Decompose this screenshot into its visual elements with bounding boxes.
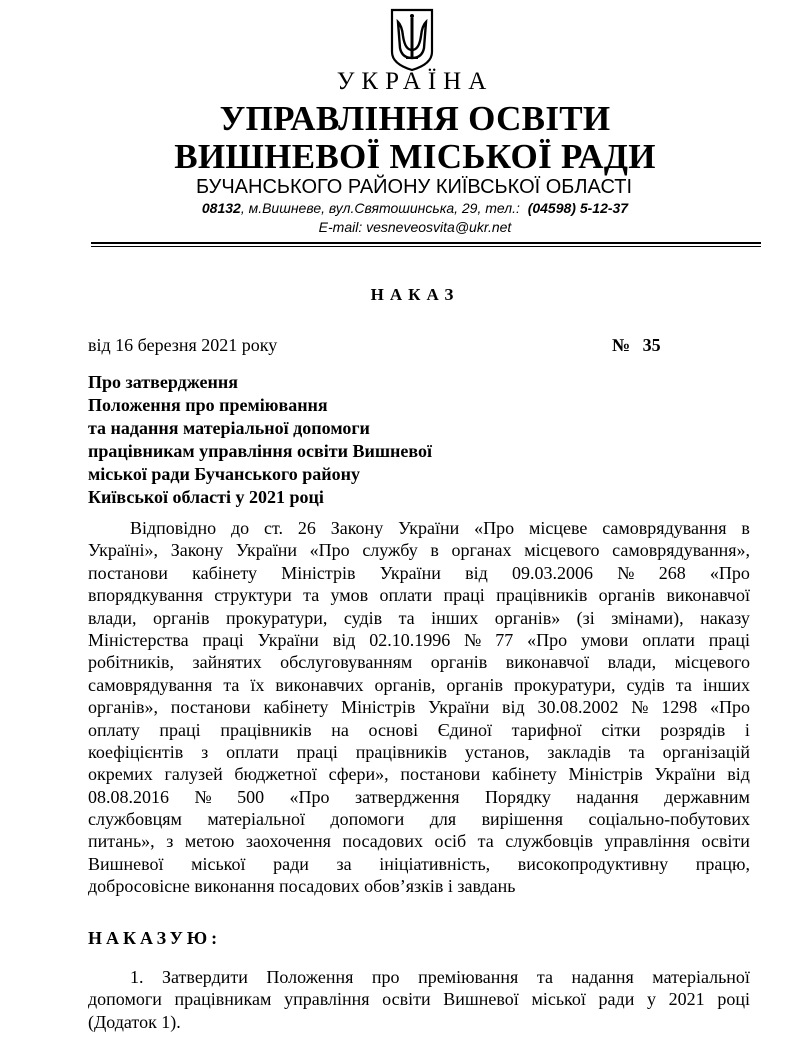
header-divider-thick bbox=[91, 242, 761, 244]
email-line: E-mail: vesneveosvita@ukr.net bbox=[318, 219, 512, 235]
trident-emblem-icon bbox=[388, 6, 436, 72]
subject-line: Київської області у 2021 році bbox=[88, 487, 324, 507]
text-line: 1. Затвердити Положення про преміювання та надання матеріальної bbox=[130, 967, 750, 987]
address-postcode: 08132 bbox=[201, 200, 241, 216]
address-text: , м.Вишневе, вул.Святошинська, 29, тел.: bbox=[240, 200, 520, 216]
text-line: (Додаток 1). bbox=[88, 1011, 181, 1032]
subject-line: Про затвердження bbox=[88, 372, 238, 392]
subject-line: міської ради Бучанського району bbox=[88, 464, 360, 484]
order-number: № 35 bbox=[612, 335, 661, 355]
district-name: БУЧАНСЬКОГО РАЙОНУ КИЇВСЬКОЇ ОБЛАСТІ bbox=[195, 176, 632, 198]
text-line: Відповідно до ст. 26 Закону України «Про місцеве самоврядування в bbox=[130, 518, 750, 538]
country-name: УКРАЇНА bbox=[336, 68, 494, 95]
decree-heading: НАКАЗУЮ: bbox=[88, 928, 222, 948]
subject-line: працівникам управління освіти Вишневої bbox=[88, 441, 432, 461]
decree-item-1 bbox=[88, 966, 750, 1033]
organization-name-line-1: УПРАВЛІННЯ ОСВІТИ bbox=[219, 99, 611, 138]
text-line: органів», постанови кабінету Міністрів України від 30.08.2002 № 1298 «Про bbox=[88, 697, 750, 718]
subject-line: та надання матеріальної допомоги bbox=[88, 418, 370, 438]
text-line: самоврядування та їх виконавчих органів, органів прокуратури, судів та інших bbox=[88, 674, 750, 695]
text-line: оплату праці працівників на основі Єдиної тарифної сітки розрядів і bbox=[88, 719, 750, 740]
preamble-paragraph bbox=[88, 517, 750, 898]
text-line: Вишневої міської ради за ініціативність, високопродуктивну працю, bbox=[88, 853, 750, 874]
address-line bbox=[0, 200, 800, 216]
text-line: добросовісне виконання посадових обов’язків і завдань bbox=[88, 876, 516, 897]
text-line: впорядкування структури та умов оплати праці працівників органів виконавчої bbox=[88, 585, 750, 606]
text-line: Україні», Закону України «Про службу в органах місцевого самоврядування», bbox=[88, 540, 750, 561]
text-line: окремих галузей бюджетної сфери», постанови кабінету Міністрів України від bbox=[88, 764, 750, 785]
text-line: питань», з метою заохочення посадових осіб та службовців управління освіти bbox=[88, 831, 750, 852]
text-line: постанови кабінету Міністрів України від 09.03.2006 № 268 «Про bbox=[88, 562, 750, 583]
subject-line: Положення про преміювання bbox=[88, 395, 328, 415]
text-line: робітників, зайнятих обслуговуванням органів виконавчої влади, місцевого bbox=[88, 652, 750, 673]
header-divider-thin bbox=[91, 246, 761, 247]
order-date: від 16 березня 2021 року bbox=[88, 335, 278, 355]
order-title: НАКАЗ bbox=[370, 285, 460, 304]
address-phone: (04598) 5-12-37 bbox=[527, 200, 629, 216]
text-line: допомоги працівникам управління освіти Вишневої міської ради у 2021 році bbox=[88, 989, 750, 1010]
order-subject bbox=[88, 371, 432, 509]
text-line: влади, органів прокуратури, судів та інших органів» (зі змінами), наказу bbox=[88, 607, 750, 628]
text-line: коефіцієнтів з оплати праці працівників установ, закладів та організацій bbox=[88, 741, 750, 762]
text-line: службовцям матеріальної допомоги для вирішення соціально-побутових bbox=[88, 809, 750, 830]
organization-name-line-2: ВИШНЕВОЇ МІСЬКОЇ РАДИ bbox=[174, 137, 656, 176]
text-line: 08.08.2016 № 500 «Про затвердження Порядку надання державним bbox=[88, 786, 750, 807]
text-line: Міністерства праці України від 02.10.1996 № 77 «Про умови оплати праці bbox=[88, 629, 750, 650]
